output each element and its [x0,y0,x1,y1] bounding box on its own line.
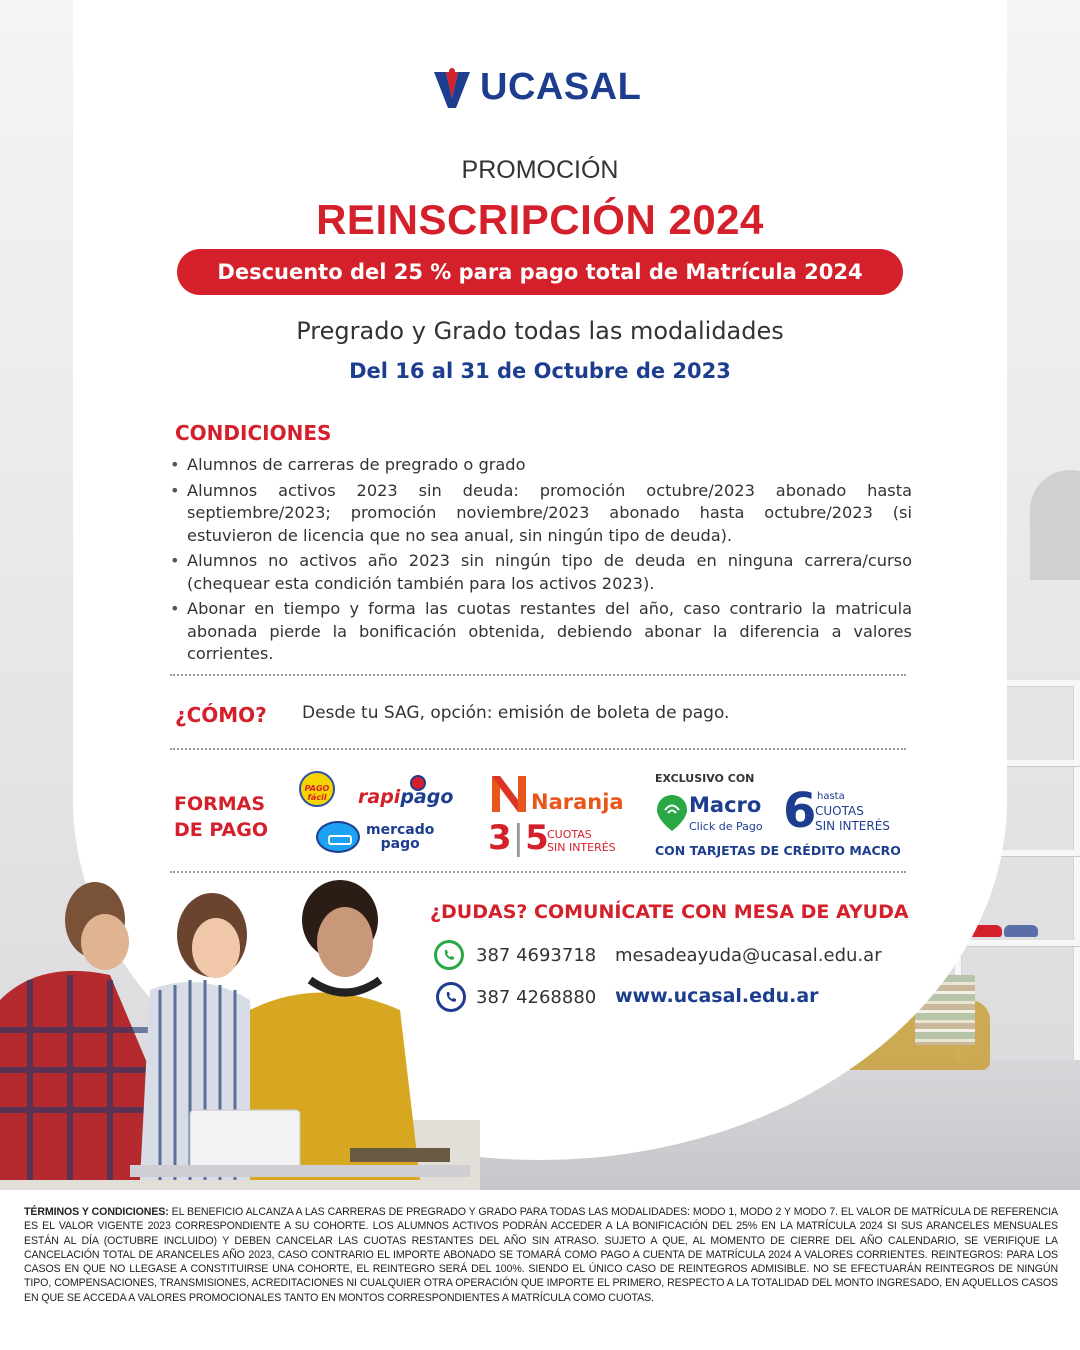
pagofacil-logo [299,771,335,807]
macro-cards-label: CON TARJETAS DE CRÉDITO MACRO [655,843,901,858]
list-item: • Alumnos activos 2023 sin deuda: promoción octubre/2023 abonado hasta septiembre/2023; promoción noviembre/2023 abonado hasta octubre/2023 (si estuvieron de licencia que no sea anual, sin ningún tipo de deuda). [170,480,912,548]
rapipago-logo [358,775,453,809]
website-link[interactable]: www.ucasal.edu.ar [615,985,819,1007]
mercadopago-text-b: pago [380,836,420,852]
exclusive-label: EXCLUSIVO CON [655,772,755,785]
cuotas-label: CUOTAS [547,828,592,841]
whatsapp-icon[interactable] [434,940,464,970]
conditions-list [170,454,912,669]
list-item: • Abonar en tiempo y forma las cuotas restantes del año, caso contrario la matricula abonada pierde la bonificación obtenida, debiendo abonar la diferencia a valores corrientes. [170,598,912,666]
list-item: • Alumnos de carreras de pregrado o grado [170,454,912,477]
lamp-decoration [1030,470,1080,580]
conditions-title: CONDICIONES [175,421,332,445]
discount-banner: Descuento del 25 % para pago total de Matrícula 2024 [177,249,903,295]
cuotas-5: 5 [525,818,550,858]
macro-subtext: Click de Pago [689,820,763,833]
brand-name: UCASAL [480,66,642,108]
terms-body: EL BENEFICIO ALCANZA A LAS CARRERAS DE PREGRADO Y GRADO PARA TODAS LAS MODALIDADES: MODO 1, MODO 2 Y MODO 7. EL VALOR DE MATRÍCULA DE REFERENCIA ES EL VALOR VIGENTE 2023 CORRESPONDIENTE A SU COHORTE. LOS ALUMNOS ACTIVOS PODRÁN ACCEDER A LA BONIFICACIÓN DEL 25% EN LA MATRÍCULA 2024 SI SUS ARANCELES MENSUALES ESTÁN AL DÍA (OCTUBRE INCLUIDO) Y DEBEN CANCELAR LAS CUOTAS RESTANTES DEL AÑO SIN ATRASO. SUJETO A QUE, AL MOMENTO DE CIERRE DEL AÑO CALENDARIO, SE VERIFIQUE LA CANCELACIÓN TOTAL DE ARANCELES AÑO 2023, CASO CONTRARIO EL IMPORTE ABONADO SE TOMARÁ COMO PAGO A CUENTA DE MATRÍCULA 2024 A VALORES CORRIENTES. REINTEGROS: PARA LOS CASOS EN QUE NO LLEGASE A CONSTITUIRSE UNA COHORTE, EL REINTEGRO SERÁ DEL 100%. SIENDO EL ÚNICO CASO DE REINTEGROS ADMISIBLE. NO SE EFECTUARÁN REINTEGROS DE NINGÚN TIPO, COMPENSACIONES, TRANSMISIONES, ACREDITACIONES NI CUALQUIER OTRA OPERACIÓN QUE IMPORTE EL PRIMERO, RESPECTO A LA TOTALIDAD DEL MONTO INGRESADO, EN AQUELLOS CASOS EN QUE SE ACCEDA A VALORES PROMOCIONALES TANTO EN MONTOS CORRESPONDIENTES A MATRÍCULA COMO CUOTAS. [24,1206,1058,1304]
terms-section [0,1190,1080,1350]
shelf-board [955,940,1080,946]
terms-label: TÉRMINOS Y CONDICIONES: [24,1206,169,1218]
students-illustration [0,880,480,1190]
toy-car [1004,925,1038,937]
naranja-text: Naranja [531,790,624,814]
hasta-label: hasta [817,791,845,802]
phone-number[interactable]: 387 4268880 [476,987,597,1008]
whatsapp-number[interactable]: 387 4693718 [476,945,597,966]
mercadopago-text-a: mercado [366,822,435,838]
contact-title: ¿DUDAS? COMUNÍCATE CON MESA DE AYUDA [430,901,909,923]
cuotas-3: 3 [488,818,513,858]
terms-text [24,1205,1058,1305]
divider [170,748,906,750]
how-label: ¿CÓMO? [175,703,267,727]
macro-cuotas-label [815,804,890,834]
promo-dates: Del 16 al 31 de Octubre de 2023 [349,359,731,383]
rapipago-text-b: pago [400,786,454,808]
macro-pin-icon [657,795,687,831]
mercadopago-logo [316,821,434,853]
macro-cuotas-number: 6 [783,783,817,839]
macro-text: Macro [689,793,762,817]
payment-label: FORMAS DE PAGO [174,793,268,841]
ucasal-emblem-icon [434,68,470,108]
list-item: • Alumnos no activos año 2023 sin ningún tipo de deuda en ninguna carrera/curso (chequear esta condición también para los activos 2023). [170,550,912,595]
handshake-icon [316,821,360,853]
divider [170,674,906,676]
naranja-cuotas-label [547,828,616,854]
email-link[interactable]: mesadeayuda@ucasal.edu.ar [615,945,882,966]
ucasal-logo[interactable] [434,66,641,109]
rapipago-text-a: rapi [358,786,401,808]
naranja-n-icon [490,772,528,812]
cuotas-label: CUOTAS [815,804,864,818]
students-photo [0,880,480,1190]
pagofacil-text: PAGO fácil [304,784,330,802]
sin-interes-label: SIN INTERÉS [547,841,616,854]
how-text: Desde tu SAG, opción: emisión de boleta de pago. [302,703,730,723]
sin-interes-label: SIN INTERÉS [815,819,890,833]
promo-label: PROMOCIÓN [461,156,619,184]
naranja-cuotas-number: 3|5 [488,818,550,858]
subtitle: Pregrado y Grado todas las modalidades [296,317,784,345]
divider [170,871,906,873]
phone-icon[interactable] [436,982,466,1012]
page-title: REINSCRIPCIÓN 2024 [316,196,764,243]
